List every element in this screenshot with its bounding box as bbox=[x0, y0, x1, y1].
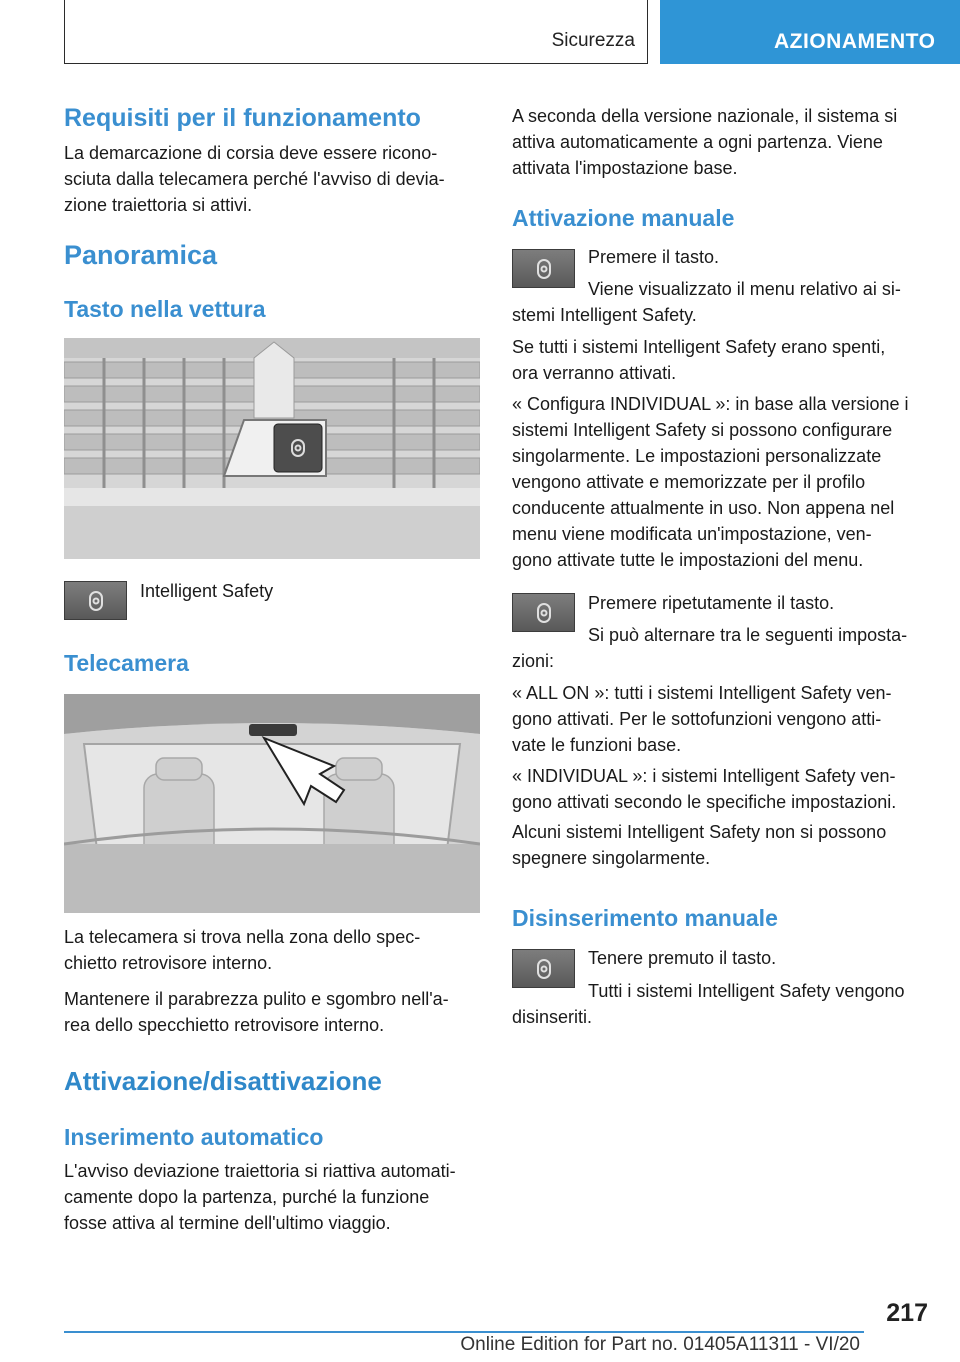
all-off-text-cont: disinseriti. bbox=[512, 1007, 593, 1027]
individual-config-text: « Configura INDIVIDUAL »: in base alla versione i sistemi Intelligent Safety si possono configurare singolarmente. Le impostazioni personalizzate vengono attivate e memorizzate per il profilo conducente attualmente in uso. Non appena nel menu viene modificata un'impostazione, ven- gono attivate tutte le impostazioni del menu. bbox=[512, 394, 909, 570]
camera-heading: Telecamera bbox=[64, 650, 189, 676]
some-systems-text: Alcuni sistemi Intelligent Safety non si possono spegnere singolarmente. bbox=[512, 822, 887, 868]
alternate-text: Si può alternare tra le seguenti imposta- bbox=[588, 625, 908, 645]
manual-off-heading: Disinserimento manuale bbox=[512, 905, 778, 931]
alternate-text-cont: zioni: bbox=[512, 651, 555, 671]
manual-activation-heading: Attivazione manuale bbox=[512, 205, 735, 231]
hold-key-text: Tenere premuto il tasto. bbox=[588, 948, 777, 968]
all-on-text: « ALL ON »: tutti i sistemi Intelligent Safety ven- gono attivati. Per le sottofunzioni vengono atti- vate le funzioni base. bbox=[512, 683, 892, 755]
header-section-box bbox=[64, 0, 648, 64]
individual-mode-text: « INDIVIDUAL »: i sistemi Intelligent Safety ven- gono attivati secondo le specifiche impostazioni. bbox=[512, 766, 897, 812]
camera-clean-text: Mantenere il parabrezza pulito e sgombro nell'a- rea dello specchietto retrovisore interno. bbox=[64, 989, 449, 1035]
auto-heading: Inserimento automatico bbox=[64, 1124, 324, 1150]
camera-photo bbox=[64, 694, 480, 913]
if-off-text: Se tutti i sistemi Intelligent Safety erano spenti, ora verranno attivati. bbox=[512, 337, 886, 383]
req-text: La demarcazione di corsia deve essere ricono- sciuta dalla telecamera perché l'avviso di devia- zione traiettoria si attivi. bbox=[64, 143, 445, 215]
button-heading: Tasto nella vettura bbox=[64, 296, 266, 322]
all-off-text: Tutti i sistemi Intelligent Safety vengono bbox=[588, 981, 905, 1001]
menu-shown-text: Viene visualizzato il menu relativo ai si- stemi Intelligent Safety. bbox=[512, 279, 901, 325]
vehicle-button-photo bbox=[64, 338, 480, 559]
auto-text: L'avviso deviazione traiettoria si riattiva automati- camente dopo la partenza, purché la funzione fosse attiva al termine dell'ultimo viaggio. bbox=[64, 1161, 456, 1233]
press-key-text: Premere il tasto. bbox=[588, 247, 720, 267]
header-chapter-tab bbox=[660, 0, 960, 64]
intelligent-safety-icon bbox=[64, 581, 127, 620]
intelligent-safety-icon bbox=[512, 593, 575, 632]
header-chapter-title: AZIONAMENTO bbox=[774, 30, 936, 53]
camera-location-text: La telecamera si trova nella zona dello spec- chietto retrovisore interno. bbox=[64, 927, 421, 973]
footer-edition: Online Edition for Part no. 01405A11311 - VI/20 bbox=[460, 1334, 860, 1355]
press-repeat-text: Premere ripetutamente il tasto. bbox=[588, 593, 835, 613]
req-heading: Requisiti per il funzionamento bbox=[64, 104, 421, 132]
header-section-title: Sicurezza bbox=[551, 30, 635, 51]
page-number: 217 bbox=[886, 1299, 928, 1327]
footer-rule bbox=[64, 1331, 864, 1333]
overview-heading: Panoramica bbox=[64, 240, 218, 270]
safety-label: Intelligent Safety bbox=[140, 581, 274, 601]
intro-text: A seconda della versione nazionale, il sistema si attiva automaticamente a ogni partenza. Viene attivata l'impostazione base. bbox=[512, 106, 898, 178]
activation-heading: Attivazione/disattivazione bbox=[64, 1066, 382, 1096]
intelligent-safety-icon bbox=[512, 949, 575, 988]
